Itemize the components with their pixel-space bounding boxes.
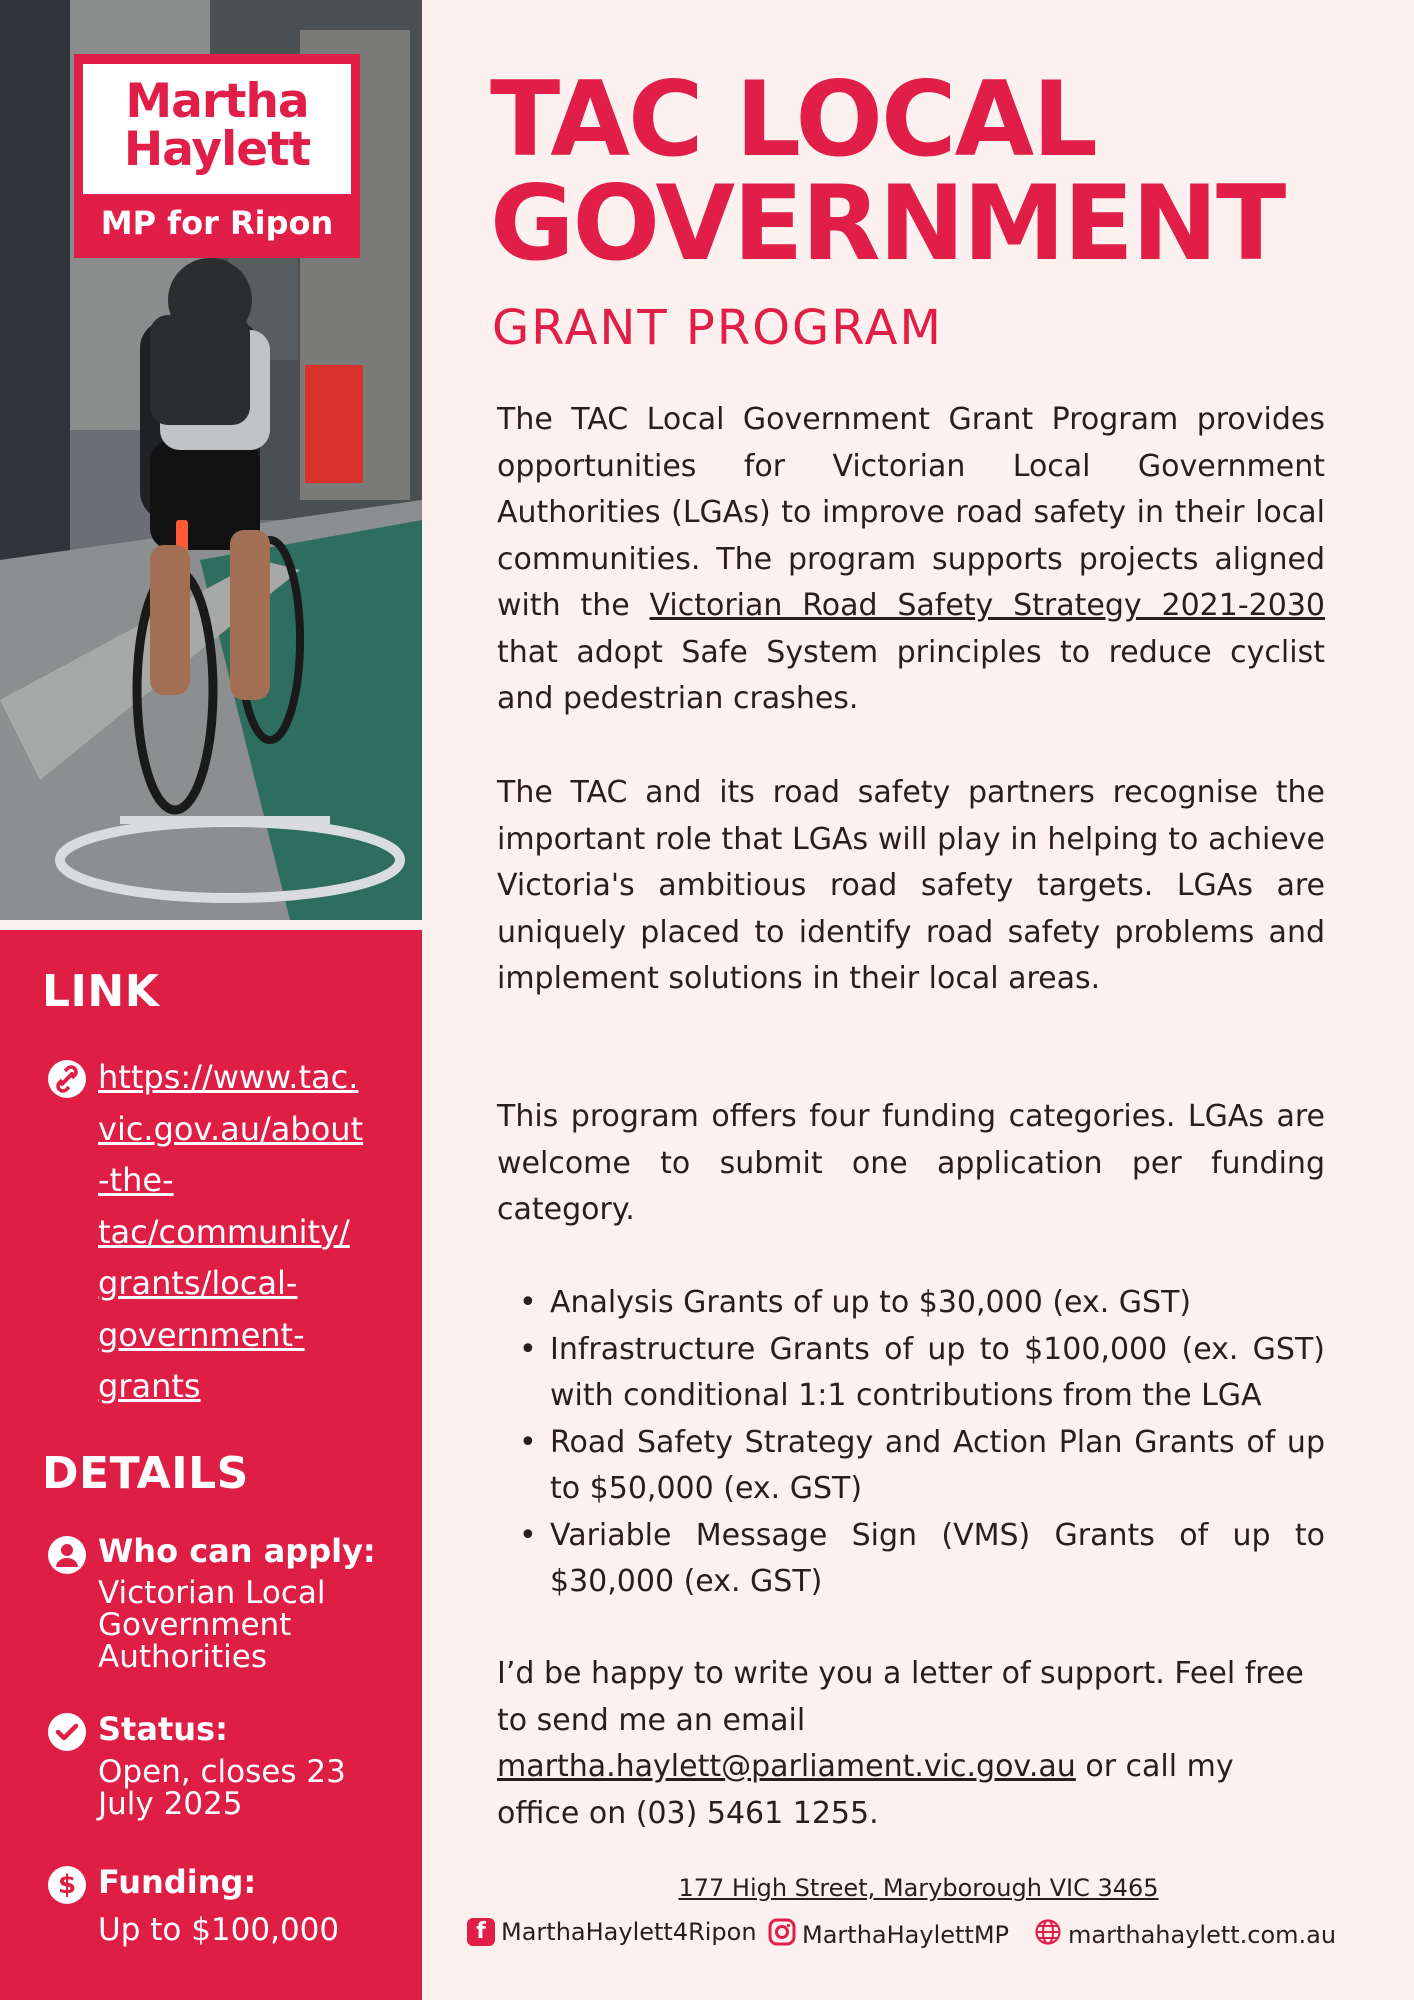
link-heading: LINK — [42, 966, 160, 1017]
person-icon — [48, 1536, 86, 1574]
email-link[interactable]: martha.haylett@parliament.vic.gov.au — [497, 1749, 1076, 1784]
instagram-text[interactable]: MarthaHaylettMP — [802, 1921, 1009, 1949]
categories-paragraph: This program offers four funding categories. LGAs are welcome to submit one application per funding category. — [497, 1099, 1325, 1227]
candidate-logo — [74, 54, 360, 258]
link-line[interactable]: grants/local- — [98, 1264, 298, 1302]
closing-line: I’d be happy to write you a letter of support. Feel free — [497, 1656, 1304, 1691]
funding-label: Funding: — [98, 1863, 257, 1901]
left-column — [0, 0, 422, 2000]
page-title — [490, 60, 1285, 284]
logo-name-line1: Martha — [125, 74, 309, 129]
closing-line: to send me an email — [497, 1702, 806, 1738]
intro-paragraph — [497, 397, 1325, 723]
funding-value: Up to $100,000 — [98, 1912, 340, 1948]
status-line: Open, closes 23 — [98, 1754, 346, 1790]
closing-line: office on (03) 5461 1255. — [497, 1795, 879, 1831]
page-subtitle: GRANT PROGRAM — [492, 300, 943, 356]
link-line[interactable]: vic.gov.au/about — [98, 1109, 364, 1148]
divider — [0, 920, 422, 930]
logo-tagline: MP for Ripon — [100, 204, 334, 242]
closing-text: or call my — [1075, 1749, 1234, 1784]
list-item: • Road Safety Strategy and Action Plan Grants of up to $50,000 (ex. GST) — [497, 1420, 1325, 1513]
who-line: Authorities — [98, 1639, 267, 1675]
link-icon — [48, 1060, 86, 1098]
facebook-icon: f — [467, 1918, 495, 1946]
who-can-apply-label: Who can apply: — [98, 1532, 376, 1570]
instagram-icon — [768, 1918, 796, 1952]
link-line[interactable]: https://www.tac. — [98, 1058, 359, 1096]
link-line[interactable]: tac/community/ — [98, 1212, 350, 1251]
status-label: Status: — [98, 1710, 228, 1748]
office-address: 177 High Street, Maryborough VIC 3465 — [678, 1874, 1159, 1902]
website-link[interactable] — [1034, 1918, 1336, 1952]
list-item: • Analysis Grants of up to $30,000 (ex. GST) — [497, 1280, 1325, 1327]
partners-paragraph: The TAC and its road safety partners recognise the important role that LGAs will play in helping to achieve Victoria's ambitious road safety targets. LGAs are uniquely placed to identify road safety problems and implement solutions in their local areas. — [497, 775, 1325, 996]
closing-email-line — [497, 1744, 1327, 1791]
facebook-text[interactable]: MarthaHaylett4Ripon — [501, 1918, 757, 1946]
intro-text: The TAC Local Government Grant Program provides opportunities for Victorian Local Government Authorities (LGAs) to improve road safety in their local communities. The program supports projects aligned with the — [497, 402, 1325, 623]
info-panel — [0, 930, 422, 2000]
globe-icon — [1034, 1918, 1062, 1952]
facebook-handle[interactable] — [467, 1918, 757, 1946]
status-value — [98, 1756, 346, 1820]
dollar-icon: $ — [48, 1866, 86, 1904]
funding-categories-list — [497, 1280, 1325, 1606]
who-line: Government — [98, 1607, 292, 1643]
closing-paragraph — [497, 1651, 1327, 1837]
link-line[interactable]: -the- — [98, 1161, 174, 1199]
who-line: Victorian Local — [98, 1575, 326, 1611]
details-heading: DETAILS — [42, 1448, 249, 1499]
list-item: • Variable Message Sign (VMS) Grants of up to $30,000 (ex. GST) — [497, 1513, 1325, 1606]
title-line1: TAC LOCAL — [490, 60, 1096, 180]
link-line[interactable]: government- — [98, 1315, 305, 1354]
website-text[interactable]: marthahaylett.com.au — [1068, 1921, 1337, 1949]
logo-name-line2: Haylett — [123, 122, 311, 177]
who-can-apply-value — [98, 1577, 326, 1673]
strategy-link[interactable]: Victorian Road Safety Strategy 2021-2030 — [649, 588, 1325, 623]
status-line: July 2025 — [98, 1786, 243, 1822]
title-line2: GOVERNMENT — [490, 164, 1285, 284]
check-icon — [48, 1713, 86, 1751]
grant-link[interactable] — [98, 1052, 398, 1413]
list-item: • Infrastructure Grants of up to $100,000 (ex. GST) with conditional 1:1 contributions from the LGA — [497, 1327, 1325, 1420]
intro-text-end: that adopt Safe System principles to reduce cyclist and pedestrian crashes. — [497, 634, 1325, 716]
instagram-handle[interactable] — [768, 1918, 1009, 1952]
link-line[interactable]: grants — [98, 1367, 201, 1405]
